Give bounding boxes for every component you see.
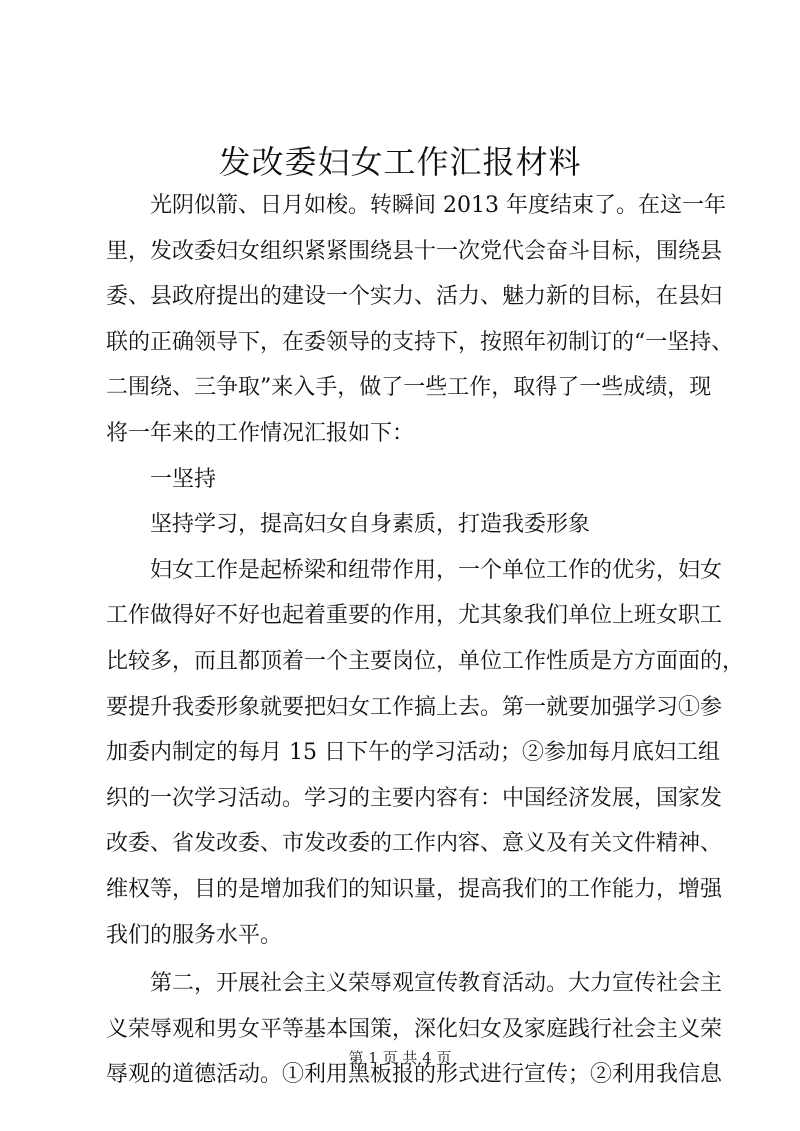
body-line: 要提升我委形象就要把妇女工作搞上去。第一就要加强学习①参 [106,694,723,720]
body-line: 辱观的道德活动。①利用黑板报的形式进行宣传；②利用我信息 [106,1062,723,1088]
body-line: 我们的服务水平。 [106,922,283,948]
section-heading: 一坚持 [150,466,217,492]
body-line: 二围绕、三争取”来入手，做了一些工作，取得了一些成绩，现 [106,375,712,401]
body-line: 织的一次学习活动。学习的主要内容有：中国经济发展，国家发 [106,785,723,811]
body-line: 里，发改委妇女组织紧紧围绕县十一次党代会奋斗目标，围绕县 [106,238,723,264]
body-line: 维权等，目的是增加我们的知识量，提高我们的工作能力，增强 [106,876,723,902]
body-line: 义荣辱观和男女平等基本国策，深化妇女及家庭践行社会主义荣 [106,1016,723,1042]
document-title: 发改委妇女工作汇报材料 [218,143,582,181]
body-line: 光阴似箭、日月如梭。转瞬间 2013 年度结束了。在这一年 [150,193,726,218]
body-line: 改委、省发改委、市发改委的工作内容、意义及有关文件精神、 [106,831,723,857]
body-line: 工作做得好不好也起着重要的作用，尤其象我们单位上班女职工 [106,603,723,629]
page-number-footer: 第 1 页 共 4 页 [348,1049,452,1067]
section-subheading: 坚持学习，提高妇女自身素质，打造我委形象 [150,512,591,538]
document-body [106,183,745,1098]
body-line: 第二，开展社会主义荣辱观宣传教育活动。大力宣传社会主 [150,971,723,997]
body-line: 将一年来的工作情况汇报如下： [106,420,415,446]
body-line: 联的正确领导下，在委领导的支持下，按照年初制订的“一坚持、 [106,329,734,355]
body-line: 委、县政府提出的建设一个实力、活力、魅力新的目标，在县妇 [106,284,723,310]
body-line: 妇女工作是起桥梁和纽带作用，一个单位工作的优劣，妇女 [150,557,723,583]
body-line: 比较多，而且都顶着一个主要岗位，单位工作性质是方方面面的， [106,648,745,674]
body-line: 加委内制定的每月 15 日下午的学习活动；②参加每月底妇工组 [106,740,720,766]
